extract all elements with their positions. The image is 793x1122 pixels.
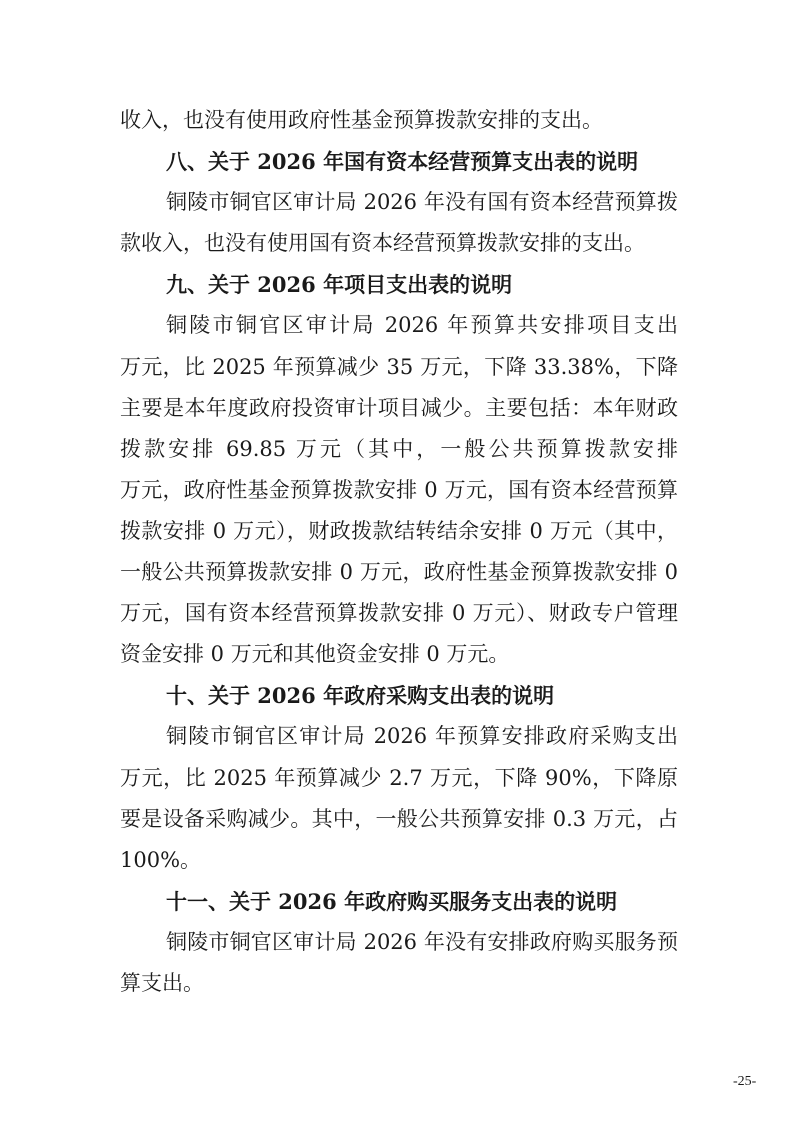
paragraph-line: 收入，也没有使用政府性基金预算拨款安排的支出。: [120, 108, 603, 132]
paragraph-line: 要是设备采购减少。其中，一般公共预算安排 0.3 万元，占: [120, 806, 678, 831]
paragraph-line: 主要是本年度政府投资审计项目减少。主要包括：本年财政: [120, 395, 678, 420]
section-heading-8: 八、关于 2026 年国有资本经营预算支出表的说明: [166, 149, 639, 175]
paragraph-line: 款收入，也没有使用国有资本经营预算拨款安排的支出。: [120, 231, 645, 256]
paragraph-line: 拨款安排 69.85 万元（其中，一般公共预算拨款安排: [120, 436, 678, 461]
paragraph-line: 万元，比 2025 年预算减少 2.7 万元，下降 90%，下降原: [120, 765, 678, 790]
paragraph-line: 万元，国有资本经营预算拨款安排 0 万元）、财政专户管理: [120, 601, 678, 626]
paragraph-line: 拨款安排 0 万元），财政拨款结转结余安排 0 万元（其中，: [120, 518, 678, 543]
paragraph-line: 万元，政府性基金预算拨款安排 0 万元，国有资本经营预算: [120, 477, 678, 502]
paragraph-line: 万元，比 2025 年预算减少 35 万元，下降 33.38%，下降: [120, 354, 678, 379]
section-heading-9: 九、关于 2026 年项目支出表的说明: [166, 272, 513, 298]
paragraph-line: 铜陵市铜官区审计局 2026 年没有国有资本经营预算拨: [166, 190, 678, 215]
document-page: [120, 100, 678, 1004]
section-heading-11: 十一、关于 2026 年政府购买服务支出表的说明: [166, 888, 618, 914]
paragraph-line: 铜陵市铜官区审计局 2026 年没有安排政府购买服务预: [166, 929, 678, 954]
paragraph-line: 一般公共预算拨款安排 0 万元，政府性基金预算拨款安排 0: [120, 560, 678, 585]
paragraph-line: 100%。: [120, 847, 202, 872]
paragraph-line: 铜陵市铜官区审计局 2026 年预算共安排项目支出: [166, 313, 678, 338]
section-heading-10: 十、关于 2026 年政府采购支出表的说明: [166, 683, 555, 709]
page-number: -25-: [733, 1074, 757, 1089]
paragraph-line: 铜陵市铜官区审计局 2026 年预算安排政府采购支出: [166, 724, 678, 749]
paragraph-line: 资金安排 0 万元和其他资金安排 0 万元。: [120, 642, 510, 667]
paragraph-line: 算支出。: [120, 970, 204, 995]
